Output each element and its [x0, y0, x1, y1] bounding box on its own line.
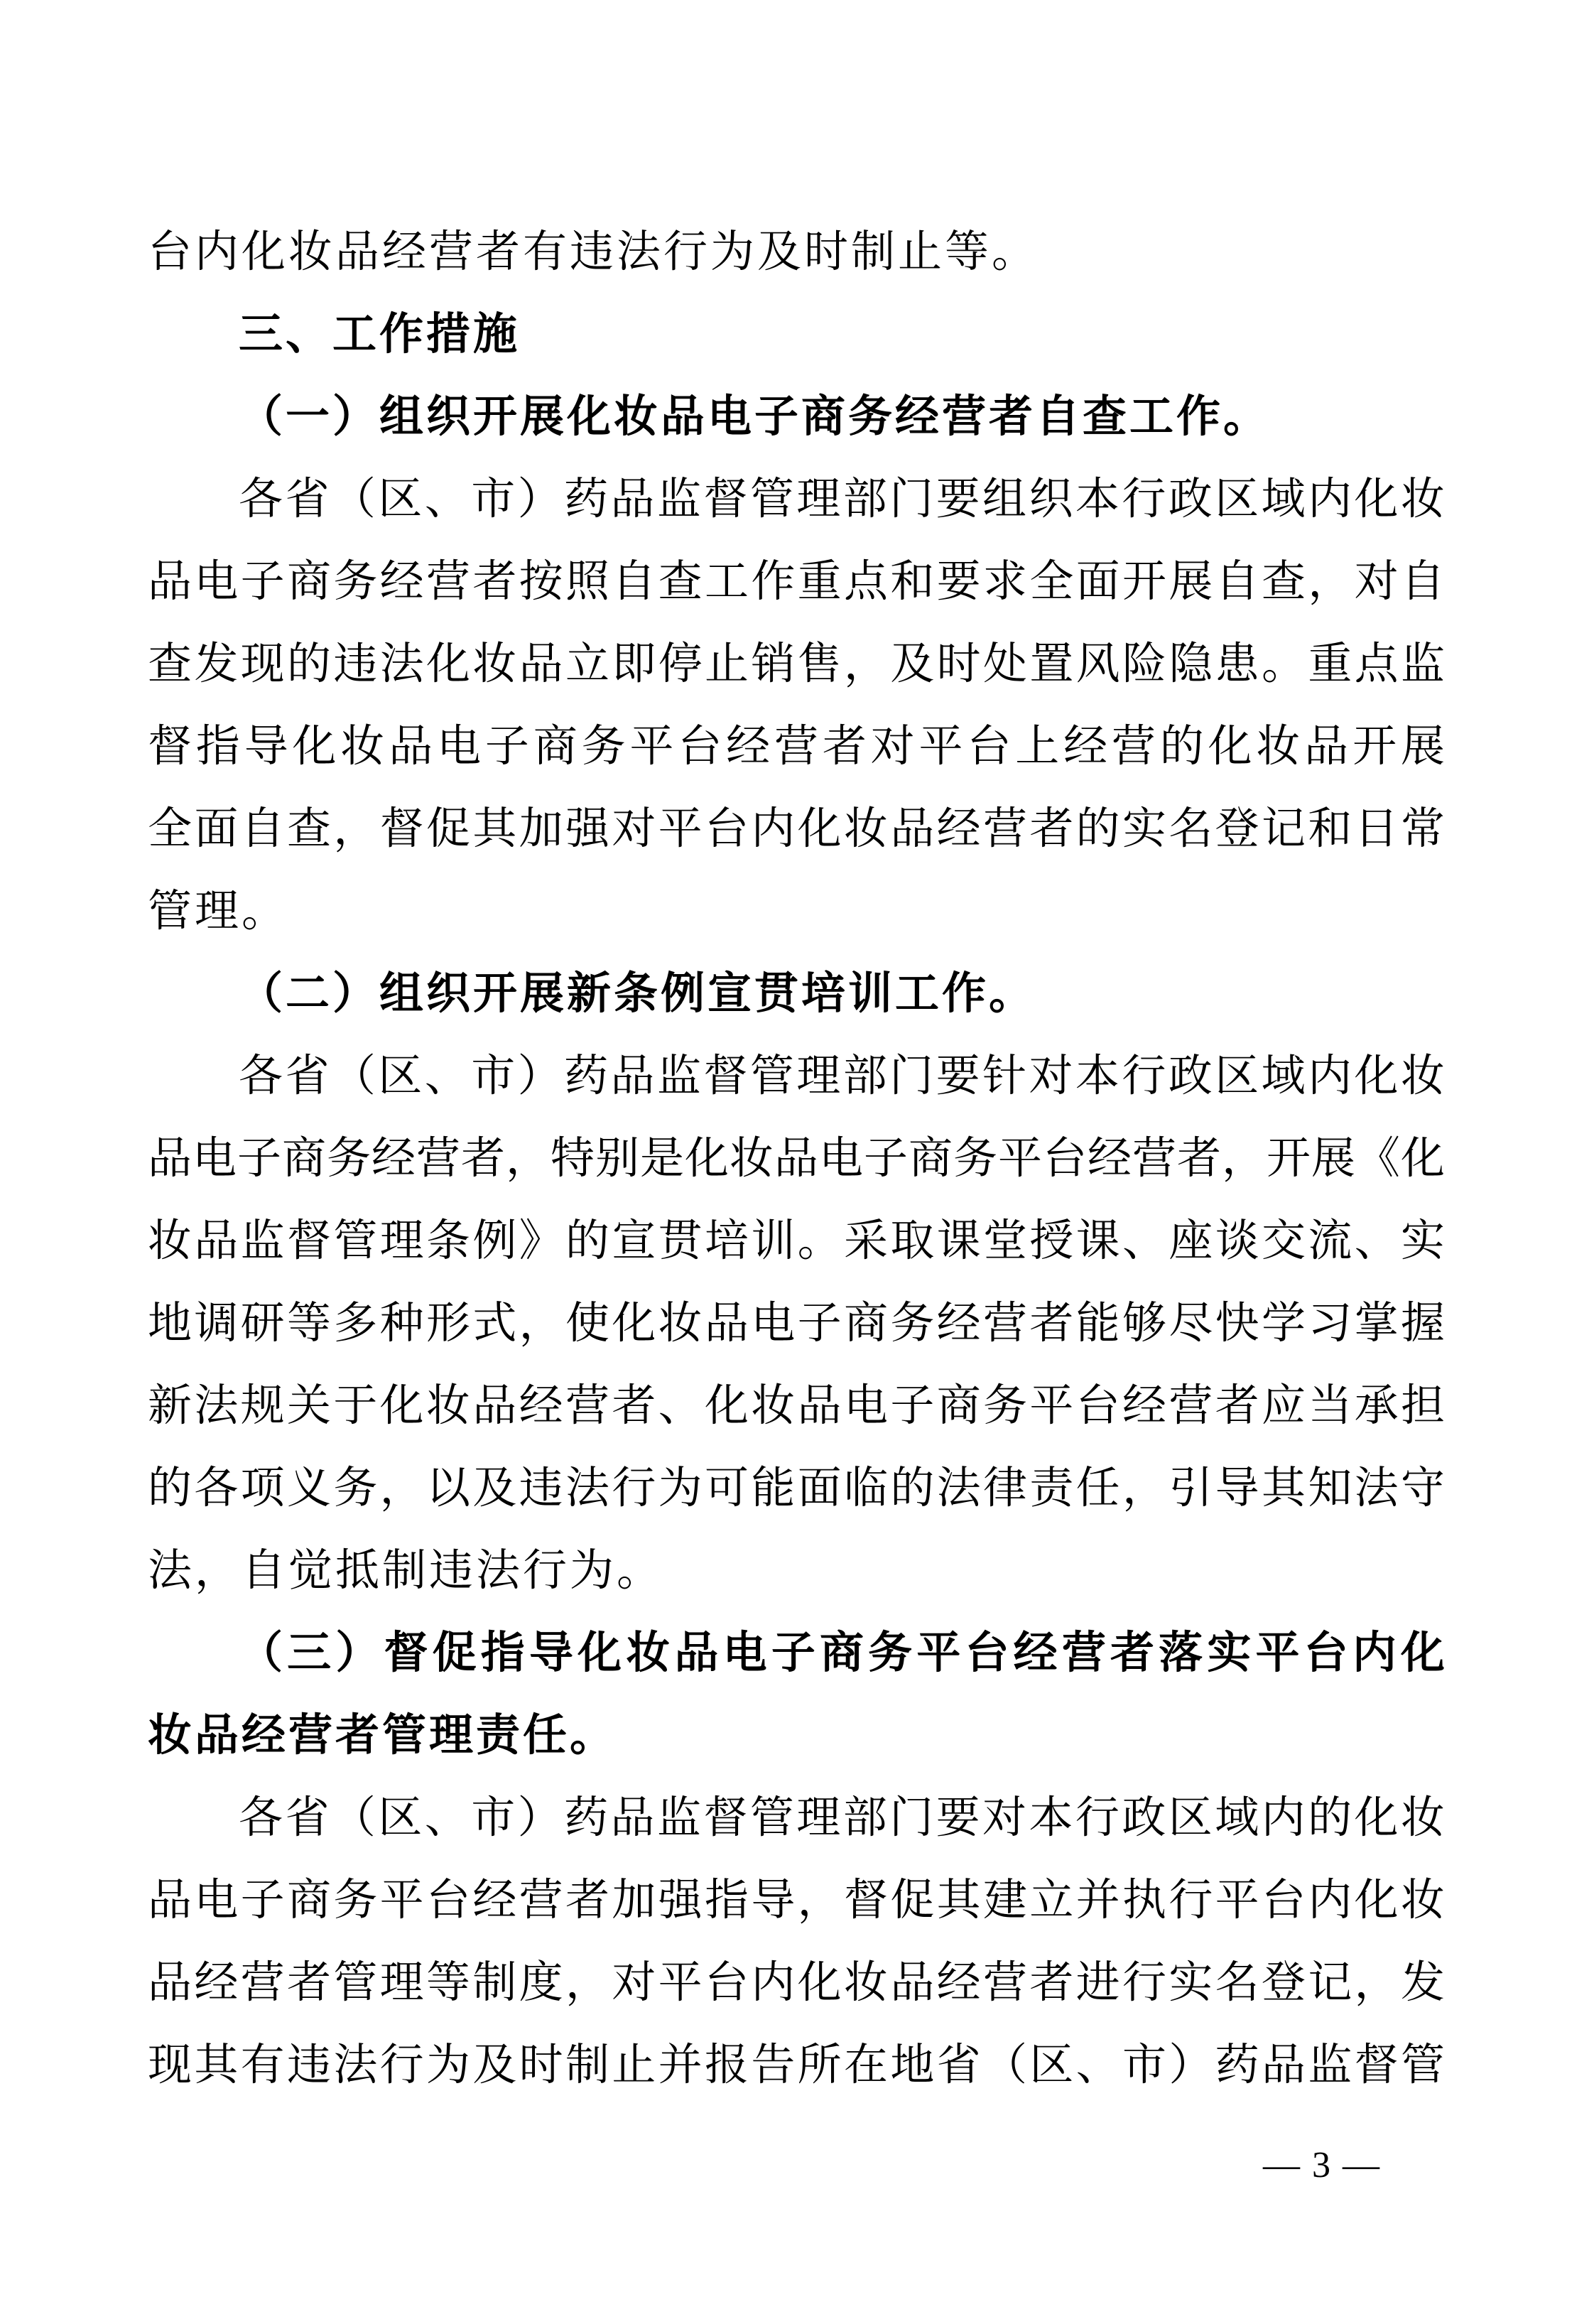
subsection-heading-3-line-2: 妆品经营者管理责任。 — [148, 1712, 617, 1760]
body-line: 各省（区、市）药品监督管理部门要针对本行政区域内化妆 — [239, 1052, 1445, 1101]
subsection-heading-3-line-1: （三）督促指导化妆品电子商务平台经营者落实平台内化 — [239, 1629, 1445, 1677]
body-line: 妆品监督管理条例》的宣贯培训。采取课堂授课、座谈交流、实 — [148, 1217, 1445, 1265]
section-heading-3: 三、工作措施 — [239, 310, 521, 359]
subsection-heading-1: （一）组织开展化妆品电子商务经营者自查工作。 — [239, 393, 1271, 441]
body-line: 全面自查，督促其加强对平台内化妆品经营者的实名登记和日常 — [148, 805, 1445, 853]
body-line: 品电子商务平台经营者加强指导，督促其建立并执行平台内化妆 — [148, 1876, 1445, 1925]
subsection-heading-2: （二）组织开展新条例宣贯培训工作。 — [239, 970, 1036, 1018]
body-line: 地调研等多种形式，使化妆品电子商务经营者能够尽快学习掌握 — [148, 1299, 1445, 1348]
body-line: 的各项义务，以及违法行为可能面临的法律责任，引导其知法守 — [148, 1464, 1445, 1513]
body-line: 品电子商务经营者，特别是化妆品电子商务平台经营者，开展《化 — [148, 1135, 1445, 1183]
body-line: 各省（区、市）药品监督管理部门要对本行政区域内的化妆 — [239, 1794, 1445, 1842]
body-line: 法，自觉抵制违法行为。 — [148, 1547, 664, 1595]
body-line: 新法规关于化妆品经营者、化妆品电子商务平台经营者应当承担 — [148, 1382, 1445, 1430]
body-line: 查发现的违法化妆品立即停止销售，及时处置风险隐患。重点监 — [148, 640, 1445, 688]
page-number: — 3 — — [1263, 2145, 1381, 2185]
body-line: 管理。 — [148, 887, 289, 936]
body-line: 品经营者管理等制度，对平台内化妆品经营者进行实名登记，发 — [148, 1959, 1445, 2007]
body-line: 台内化妆品经营者有违法行为及时制止等。 — [148, 228, 1039, 276]
body-line: 督指导化妆品电子商务平台经营者对平台上经营的化妆品开展 — [148, 723, 1445, 771]
document-body — [148, 211, 1445, 2107]
body-line: 现其有违法行为及时制止并报告所在地省（区、市）药品监督管 — [148, 2041, 1445, 2090]
body-line: 各省（区、市）药品监督管理部门要组织本行政区域内化妆 — [239, 475, 1445, 524]
body-line: 品电子商务经营者按照自查工作重点和要求全面开展自查，对自 — [148, 558, 1445, 606]
